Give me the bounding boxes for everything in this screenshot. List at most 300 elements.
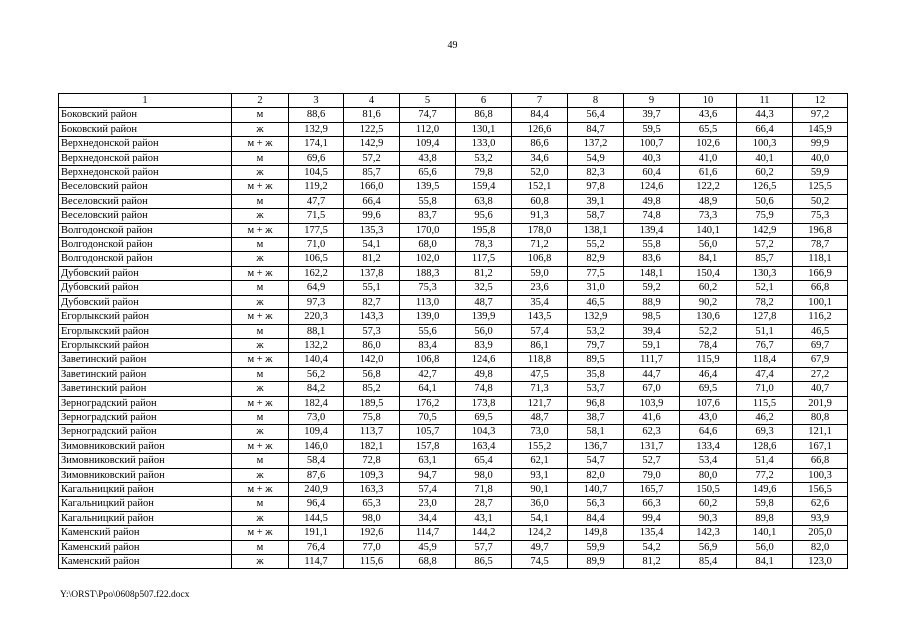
value-cell: 75,3 [400,281,456,295]
value-cell: 54,1 [512,511,568,525]
table-row [59,281,848,295]
value-cell: 84,2 [289,382,344,396]
value-cell: 58,7 [568,209,624,223]
value-cell: 91,3 [512,209,568,223]
value-cell: 123,0 [793,555,848,569]
value-cell: 35,8 [568,367,624,381]
footer-file-path: Y:\ORST\Ppo\0608p507.f22.docx [60,590,190,600]
district-cell: Егорлыкский район [59,310,232,324]
value-cell: 127,8 [737,310,793,324]
value-cell: 166,9 [793,266,848,280]
table-row [59,540,848,554]
value-cell: 49,7 [512,540,568,554]
district-cell: Веселовский район [59,180,232,194]
value-cell: 62,1 [512,454,568,468]
value-cell: 82,0 [568,468,624,482]
value-cell: 139,5 [400,180,456,194]
value-cell: 34,4 [400,511,456,525]
value-cell: 140,7 [568,482,624,496]
value-cell: 81,2 [624,555,680,569]
value-cell: 93,9 [793,511,848,525]
value-cell: 150,4 [680,266,737,280]
district-cell: Заветинский район [59,367,232,381]
table-row [59,122,848,136]
district-cell: Волгодонской район [59,252,232,266]
value-cell: 152,1 [512,180,568,194]
value-cell: 83,9 [456,338,512,352]
value-cell: 125,5 [793,180,848,194]
value-cell: 144,2 [456,526,512,540]
value-cell: 126,6 [512,122,568,136]
value-cell: 62,6 [793,497,848,511]
value-cell: 67,9 [793,353,848,367]
sex-cell: м + ж [232,223,289,237]
sex-cell: ж [232,468,289,482]
value-cell: 54,7 [568,454,624,468]
sex-cell: ж [232,511,289,525]
value-cell: 87,6 [289,468,344,482]
value-cell: 56,2 [289,367,344,381]
value-cell: 66,8 [793,454,848,468]
value-cell: 51,1 [737,324,793,338]
district-cell: Верхнедонской район [59,137,232,151]
value-cell: 46,5 [568,295,624,309]
value-cell: 58,1 [568,425,624,439]
value-cell: 40,3 [624,151,680,165]
value-cell: 178,0 [512,223,568,237]
table-row [59,310,848,324]
table-row [59,223,848,237]
value-cell: 142,9 [737,223,793,237]
value-cell: 48,7 [512,410,568,424]
table-row [59,526,848,540]
value-cell: 69,3 [737,425,793,439]
value-cell: 142,9 [344,137,400,151]
value-cell: 62,3 [624,425,680,439]
value-cell: 86,0 [344,338,400,352]
value-cell: 102,6 [680,137,737,151]
column-header: 8 [568,94,624,108]
sex-cell: м + ж [232,439,289,453]
district-cell: Волгодонской район [59,238,232,252]
value-cell: 59,9 [793,166,848,180]
value-cell: 88,6 [289,108,344,122]
value-cell: 83,6 [624,252,680,266]
value-cell: 34,6 [512,151,568,165]
sex-cell: м + ж [232,180,289,194]
value-cell: 66,8 [793,281,848,295]
value-cell: 86,6 [512,137,568,151]
value-cell: 133,0 [456,137,512,151]
table-row [59,425,848,439]
value-cell: 162,2 [289,266,344,280]
value-cell: 124,6 [456,353,512,367]
value-cell: 99,9 [793,137,848,151]
value-cell: 182,1 [344,439,400,453]
district-cell: Волгодонской район [59,223,232,237]
value-cell: 116,2 [793,310,848,324]
value-cell: 80,8 [793,410,848,424]
value-cell: 78,4 [680,338,737,352]
value-cell: 88,1 [289,324,344,338]
value-cell: 77,0 [344,540,400,554]
value-cell: 59,9 [568,540,624,554]
value-cell: 128,6 [737,439,793,453]
value-cell: 78,7 [793,238,848,252]
sex-cell: м [232,497,289,511]
value-cell: 130,1 [456,122,512,136]
value-cell: 143,5 [512,310,568,324]
value-cell: 55,1 [344,281,400,295]
value-cell: 138,1 [568,223,624,237]
value-cell: 106,5 [289,252,344,266]
value-cell: 71,8 [456,482,512,496]
value-cell: 80,0 [680,468,737,482]
value-cell: 84,4 [512,108,568,122]
value-cell: 142,3 [680,526,737,540]
value-cell: 53,2 [456,151,512,165]
district-cell: Дубовский район [59,295,232,309]
district-cell: Боковский район [59,108,232,122]
value-cell: 75,8 [344,410,400,424]
value-cell: 66,3 [624,497,680,511]
value-cell: 98,0 [456,468,512,482]
value-cell: 148,1 [624,266,680,280]
value-cell: 46,2 [737,410,793,424]
value-cell: 117,5 [456,252,512,266]
sex-cell: м [232,151,289,165]
value-cell: 140,1 [737,526,793,540]
value-cell: 115,6 [344,555,400,569]
value-cell: 64,1 [400,382,456,396]
value-cell: 133,4 [680,439,737,453]
table-header-row [59,94,848,108]
value-cell: 57,4 [400,482,456,496]
column-header: 3 [289,94,344,108]
value-cell: 35,4 [512,295,568,309]
value-cell: 50,2 [793,194,848,208]
column-header: 11 [737,94,793,108]
value-cell: 81,2 [344,252,400,266]
value-cell: 64,6 [680,425,737,439]
value-cell: 93,1 [512,468,568,482]
sex-cell: м [232,410,289,424]
value-cell: 121,7 [512,396,568,410]
sex-cell: м [232,367,289,381]
sex-cell: ж [232,295,289,309]
value-cell: 60,2 [680,497,737,511]
value-cell: 44,7 [624,367,680,381]
value-cell: 66,4 [737,122,793,136]
value-cell: 85,7 [737,252,793,266]
district-cell: Каменский район [59,555,232,569]
value-cell: 59,2 [624,281,680,295]
value-cell: 114,7 [400,526,456,540]
district-cell: Кагальницкий район [59,497,232,511]
value-cell: 43,6 [680,108,737,122]
value-cell: 122,5 [344,122,400,136]
value-cell: 115,9 [680,353,737,367]
value-cell: 139,9 [456,310,512,324]
value-cell: 96,8 [568,396,624,410]
value-cell: 73,3 [680,209,737,223]
value-cell: 57,7 [456,540,512,554]
value-cell: 157,8 [400,439,456,453]
sex-cell: м [232,324,289,338]
value-cell: 45,9 [400,540,456,554]
table-row [59,353,848,367]
value-cell: 65,6 [400,166,456,180]
value-cell: 100,3 [793,468,848,482]
column-header: 2 [232,94,289,108]
value-cell: 131,7 [624,439,680,453]
value-cell: 68,0 [400,238,456,252]
value-cell: 56,3 [568,497,624,511]
value-cell: 71,2 [512,238,568,252]
value-cell: 82,7 [344,295,400,309]
value-cell: 95,6 [456,209,512,223]
district-cell: Дубовский район [59,266,232,280]
district-cell: Зерноградский район [59,410,232,424]
value-cell: 65,4 [456,454,512,468]
sex-cell: ж [232,252,289,266]
sex-cell: м + ж [232,310,289,324]
value-cell: 53,7 [568,382,624,396]
value-cell: 124,2 [512,526,568,540]
column-header: 7 [512,94,568,108]
value-cell: 177,5 [289,223,344,237]
value-cell: 176,2 [400,396,456,410]
value-cell: 57,4 [512,324,568,338]
sex-cell: м [232,454,289,468]
value-cell: 118,4 [737,353,793,367]
value-cell: 40,1 [737,151,793,165]
table-row [59,166,848,180]
value-cell: 51,4 [737,454,793,468]
district-cell: Кагальницкий район [59,511,232,525]
value-cell: 49,8 [624,194,680,208]
value-cell: 96,4 [289,497,344,511]
value-cell: 23,6 [512,281,568,295]
value-cell: 137,8 [344,266,400,280]
value-cell: 32,5 [456,281,512,295]
value-cell: 71,5 [289,209,344,223]
value-cell: 167,1 [793,439,848,453]
value-cell: 39,1 [568,194,624,208]
value-cell: 85,4 [680,555,737,569]
table-row [59,468,848,482]
sex-cell: ж [232,382,289,396]
value-cell: 53,2 [568,324,624,338]
value-cell: 52,0 [512,166,568,180]
value-cell: 113,0 [400,295,456,309]
value-cell: 69,6 [289,151,344,165]
value-cell: 53,4 [680,454,737,468]
value-cell: 74,5 [512,555,568,569]
value-cell: 79,0 [624,468,680,482]
sex-cell: м + ж [232,137,289,151]
value-cell: 97,8 [568,180,624,194]
value-cell: 56,0 [456,324,512,338]
value-cell: 44,3 [737,108,793,122]
value-cell: 201,9 [793,396,848,410]
value-cell: 106,8 [512,252,568,266]
table-row [59,367,848,381]
value-cell: 73,0 [289,410,344,424]
value-cell: 82,0 [793,540,848,554]
table-row [59,238,848,252]
value-cell: 78,3 [456,238,512,252]
table-row [59,454,848,468]
value-cell: 77,2 [737,468,793,482]
value-cell: 132,9 [568,310,624,324]
table-row [59,252,848,266]
sex-cell: м + ж [232,526,289,540]
value-cell: 112,0 [400,122,456,136]
value-cell: 47,4 [737,367,793,381]
value-cell: 68,8 [400,555,456,569]
table-row [59,295,848,309]
value-cell: 59,8 [737,497,793,511]
table-row [59,194,848,208]
value-cell: 115,5 [737,396,793,410]
value-cell: 119,2 [289,180,344,194]
value-cell: 43,0 [680,410,737,424]
value-cell: 75,3 [793,209,848,223]
table-row [59,439,848,453]
value-cell: 63,8 [456,194,512,208]
sex-cell: м + ж [232,482,289,496]
value-cell: 100,3 [737,137,793,151]
column-header: 12 [793,94,848,108]
value-cell: 73,0 [512,425,568,439]
value-cell: 59,1 [624,338,680,352]
district-cell: Верхнедонской район [59,151,232,165]
table-row [59,108,848,122]
district-cell: Боковский район [59,122,232,136]
sex-cell: м + ж [232,396,289,410]
district-cell: Егорлыкский район [59,338,232,352]
value-cell: 103,9 [624,396,680,410]
value-cell: 99,4 [624,511,680,525]
value-cell: 83,7 [400,209,456,223]
value-cell: 60,4 [624,166,680,180]
value-cell: 137,2 [568,137,624,151]
value-cell: 104,5 [289,166,344,180]
value-cell: 49,8 [456,367,512,381]
district-cell: Верхнедонской район [59,166,232,180]
table-row [59,151,848,165]
value-cell: 55,6 [400,324,456,338]
value-cell: 182,4 [289,396,344,410]
district-cell: Заветинский район [59,353,232,367]
value-cell: 86,1 [512,338,568,352]
value-cell: 65,3 [344,497,400,511]
value-cell: 113,7 [344,425,400,439]
value-cell: 55,2 [568,238,624,252]
column-header: 9 [624,94,680,108]
value-cell: 69,7 [793,338,848,352]
value-cell: 84,1 [737,555,793,569]
value-cell: 74,7 [400,108,456,122]
value-cell: 57,2 [737,238,793,252]
value-cell: 41,0 [680,151,737,165]
value-cell: 86,8 [456,108,512,122]
value-cell: 56,9 [680,540,737,554]
value-cell: 89,8 [737,511,793,525]
value-cell: 94,7 [400,468,456,482]
table-row [59,497,848,511]
value-cell: 50,6 [737,194,793,208]
value-cell: 40,0 [793,151,848,165]
value-cell: 159,4 [456,180,512,194]
value-cell: 165,7 [624,482,680,496]
value-cell: 57,2 [344,151,400,165]
column-header: 6 [456,94,512,108]
table-row [59,266,848,280]
value-cell: 58,4 [289,454,344,468]
value-cell: 139,4 [624,223,680,237]
sex-cell: м + ж [232,266,289,280]
value-cell: 149,8 [568,526,624,540]
value-cell: 105,7 [400,425,456,439]
value-cell: 56,0 [680,238,737,252]
sex-cell: ж [232,122,289,136]
value-cell: 59,0 [512,266,568,280]
value-cell: 64,9 [289,281,344,295]
value-cell: 23,0 [400,497,456,511]
district-cell: Кагальницкий район [59,482,232,496]
value-cell: 77,5 [568,266,624,280]
value-cell: 86,5 [456,555,512,569]
value-cell: 130,3 [737,266,793,280]
value-cell: 60,2 [737,166,793,180]
value-cell: 188,3 [400,266,456,280]
value-cell: 82,3 [568,166,624,180]
value-cell: 173,8 [456,396,512,410]
value-cell: 56,8 [344,367,400,381]
district-cell: Зимовниковский район [59,468,232,482]
value-cell: 139,0 [400,310,456,324]
value-cell: 48,9 [680,194,737,208]
value-cell: 109,4 [289,425,344,439]
sex-cell: м [232,238,289,252]
value-cell: 174,1 [289,137,344,151]
sex-cell: ж [232,209,289,223]
table-row [59,482,848,496]
value-cell: 135,3 [344,223,400,237]
value-cell: 205,0 [793,526,848,540]
value-cell: 107,6 [680,396,737,410]
value-cell: 59,5 [624,122,680,136]
table-row [59,511,848,525]
value-cell: 100,1 [793,295,848,309]
value-cell: 74,8 [456,382,512,396]
value-cell: 144,5 [289,511,344,525]
value-cell: 83,4 [400,338,456,352]
value-cell: 89,9 [568,555,624,569]
value-cell: 27,2 [793,367,848,381]
value-cell: 195,8 [456,223,512,237]
district-cell: Зерноградский район [59,425,232,439]
value-cell: 99,6 [344,209,400,223]
table-row [59,410,848,424]
value-cell: 74,8 [624,209,680,223]
value-cell: 111,7 [624,353,680,367]
value-cell: 60,2 [680,281,737,295]
value-cell: 76,7 [737,338,793,352]
value-cell: 84,1 [680,252,737,266]
